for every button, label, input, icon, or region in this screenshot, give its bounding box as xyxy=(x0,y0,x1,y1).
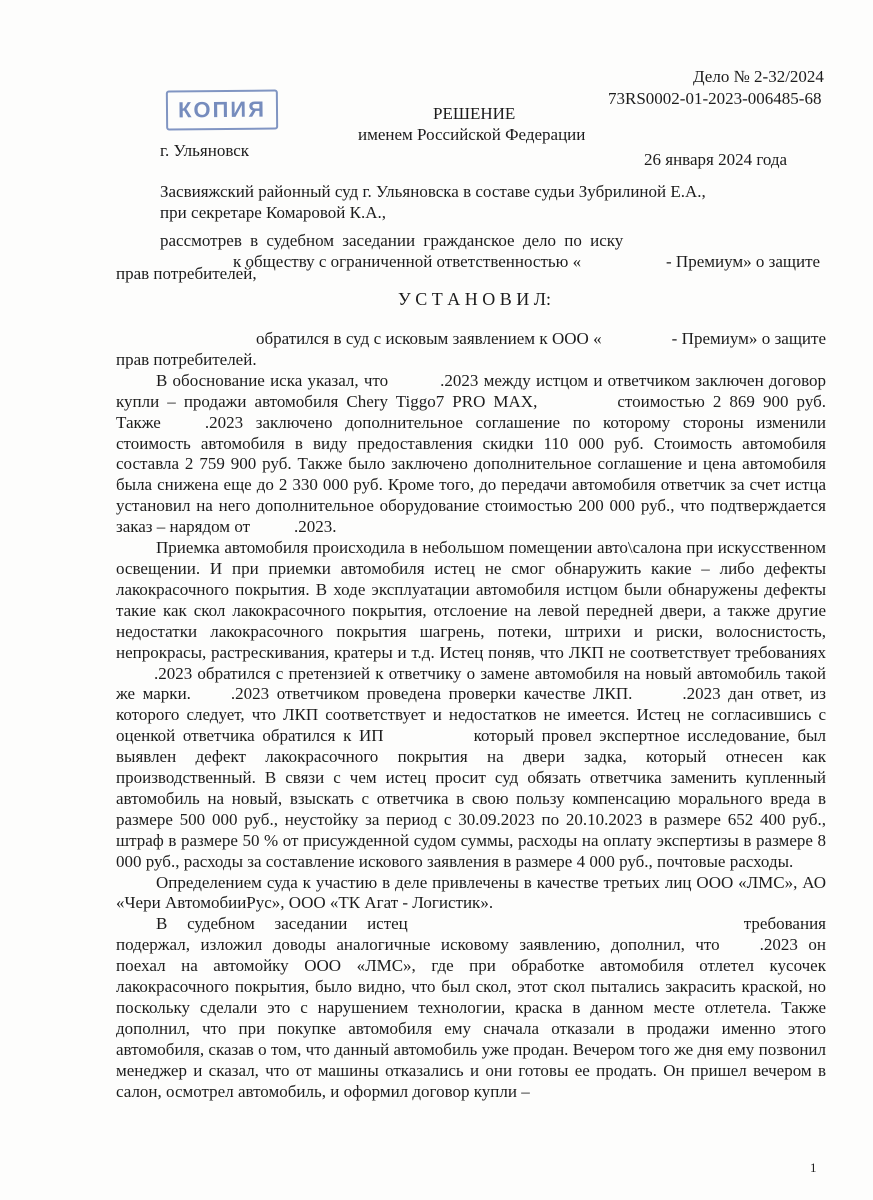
document-title: РЕШЕНИЕ xyxy=(433,104,516,123)
intro-subject: прав потребителей, xyxy=(116,264,257,283)
page-number: 1 xyxy=(810,1160,817,1175)
decision-date: 26 января 2024 года xyxy=(644,150,788,169)
paragraph-grounds: В обоснование иска указал, что .2023 между истцом и ответчиком заключен договор купли – продажи автомобиля Chery Tiggo7 PRO MAX, стоимостью 2 869 900 руб. Также .2023 заключено дополнительное соглашение по которому стороны изменили стоимость автомобиля в виду предоставления скидки 110 000 руб. Стоимость автомобиля составла 2 759 900 руб. Также было заключено дополнительное соглашение и цена автомобиля была снижена еще до 2 330 000 руб. Кроме того, до передачи автомобиля ответчик за счет истца установил на него дополнительное оборудование стоимостью 200 000 руб., что подтверждается заказ – нарядом от .2023. xyxy=(116,370,827,537)
section-title: У С Т А Н О В И Л: xyxy=(398,289,551,309)
case-uid: 73RS0002-01-2023-006485-68 xyxy=(608,89,822,108)
paragraph-hearing: В судебном заседании истец требования подержал, изложил доводы аналогичные исковому заявлению, дополнил, что .2023 он поехал на автомойку ООО «ЛМС», где при обработке автомобиля отлетел кусочек лакокрасочного покрытия, было видно, что был скол, этот скол пытались закрасить краской, но поскольку сделали это с нарушением технологии, краска в данном месте отлетела. Также дополнил, что при покупке автомобиля ему сначала отказали в продажи именно этого автомобиля, сказав о том, что данный автомобиль уже продан. Вечером того же дня ему позвонил менеджер и сказал, что от машины отказались и они готовы ее продать. Он пришел вечером в салон, осмотрел автомобиль, и оформил договор купли – xyxy=(116,914,826,1101)
intro-secretary: при секретаре Комаровой К.А., xyxy=(160,203,387,222)
paragraph-defects: Приемка автомобиля происходила в небольшом помещении авто\салона при искусственном освещении. И при приемки автомобиля истец не смог обнаружить какие – либо дефекты лакокрасочного покрытия. В ходе эксплуатации автомобиля истцом были обнаружены дефекты такие как скол лакокрасочного покрытия, отслоение на левой передней двери, а также другие недостатки лакокрасочного покрытия шагрень, потеки, штрихи и риски, волоснистость, непрокрасы, растрескивания, кратеры и т.д. Истец поняв, что ЛКП не соответствует требованиях.2023 обратился с претензией к ответчику о замене автомобиля на новый автомобиль такой же марки. .2023 ответчиком проведена проверки качестве ЛКП. .2023 дан ответ, из которого следует, что ЛКП соответствует и недостатков не имеется. Истец не согласившись с оценкой ответчика обратился к ИП который провел экспертное исследование, был выявлен дефект лакокрасочного покрытия на двери задка, который отнесен как производственный. В связи с чем истец просит суд обязать ответчика заменить купленный автомобиль на новый, взыскать с ответчика в свою пользу компенсацию морального вреда в размере 500 000 руб., неустойку за период с 30.09.2023 по 20.10.2023 в размере 652 400 руб., штраф в размере 50 % от присужденной судом суммы, расходы на оплату экспертизы в размере 8 000 руб., расходы за составление искового заявления в размере 4 000 руб., почтовые расходы. xyxy=(116,538,826,871)
intro-case: рассмотрев в судебном заседании гражданское дело по иску xyxy=(160,231,624,250)
intro-defendant-name: - Премиум» о защите xyxy=(666,252,821,271)
document-subtitle: именем Российской Федерации xyxy=(358,125,586,144)
intro-court: Засвияжский районный суд г. Ульяновска в составе судьи Зубрилиной Е.А., xyxy=(160,182,706,201)
paragraph-claim: обратился в суд с исковым заявлением к ООО « - Премиум» о защите прав потребителей. xyxy=(116,329,827,369)
copy-stamp: КОПИЯ xyxy=(166,90,278,131)
city: г. Ульяновск xyxy=(160,141,250,160)
intro-defendant: к обществу с ограниченной ответственностью « xyxy=(233,252,582,271)
paragraph-third-parties: Определением суда к участию в деле привлечены в качестве третьих лиц ООО «ЛМС», АО «Чери АвтомобииРус», ООО «ТК Агат - Логистик». xyxy=(116,872,826,913)
case-number: Дело № 2-32/2024 xyxy=(693,67,824,86)
decision-body xyxy=(116,329,826,1103)
